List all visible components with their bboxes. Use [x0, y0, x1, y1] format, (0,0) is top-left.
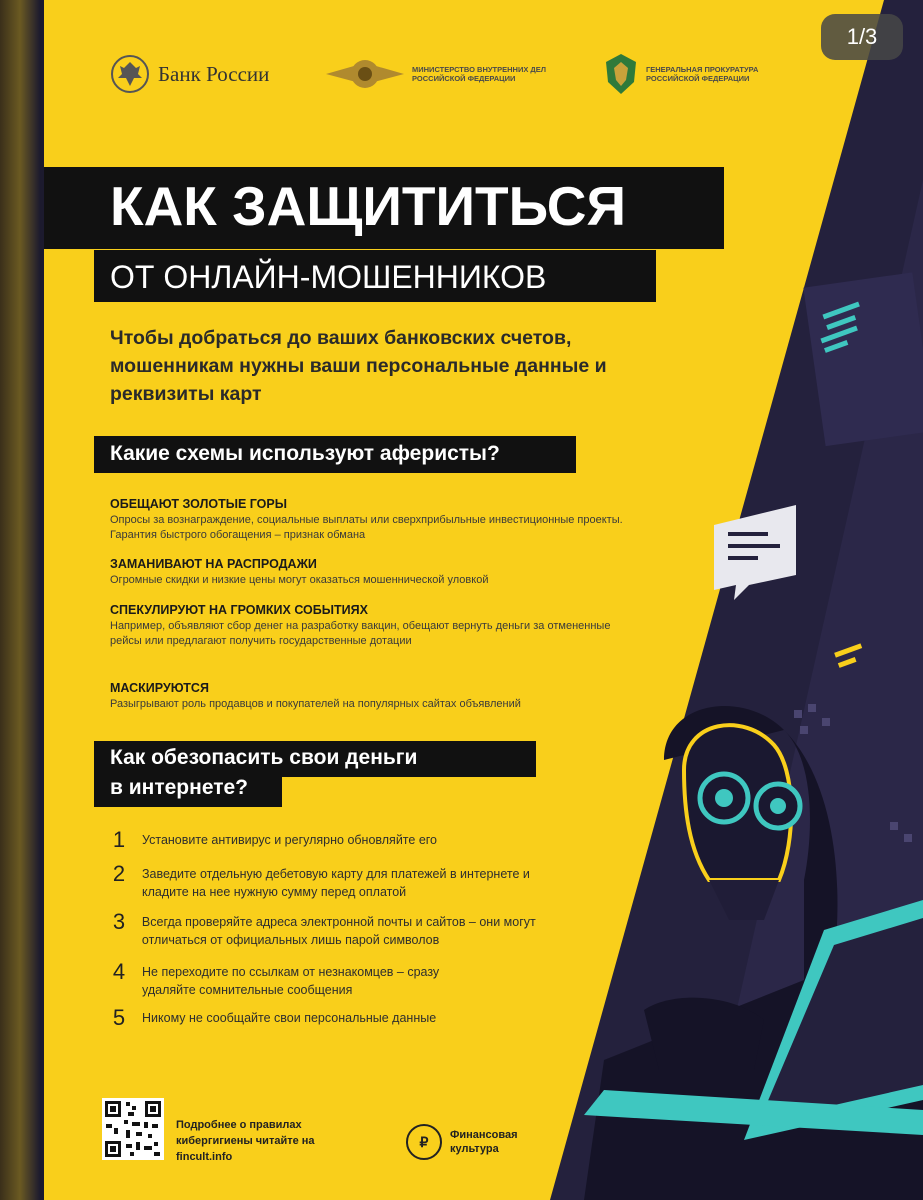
scheme-title: МАСКИРУЮТСЯ — [110, 681, 209, 695]
tip-number: 3 — [112, 909, 126, 934]
prosecutor-general-logo — [604, 52, 796, 96]
eagle-emblem-icon — [110, 54, 150, 94]
schemes-heading-block — [94, 436, 576, 473]
tip-number: 2 — [112, 861, 126, 886]
tips-heading-line-2: в интернете? — [110, 776, 249, 799]
tip-item — [110, 910, 580, 949]
tip-number: 4 — [112, 959, 126, 984]
scheme-text: Разыгрывают роль продавцов и покупателей на популярных сайтах объявлений — [110, 698, 521, 710]
financial-culture-label: Финансовая культура — [450, 1129, 518, 1155]
tip-item — [110, 1006, 580, 1030]
tip-text: Всегда проверяйте адреса электронной почты и сайтов – они могут отличаться от официальных лишь парой символов — [141, 915, 536, 947]
title-line-1-block — [44, 167, 724, 249]
tip-number: 5 — [112, 1005, 126, 1030]
title-line-2-block — [94, 250, 656, 302]
bank-name: Банк России — [158, 61, 270, 86]
mvd-logo — [326, 52, 572, 96]
tip-text: Заведите отдельную дебетовую карту для платежей в интернете и кладите на нее нужную сумму перед оплатой — [142, 867, 530, 899]
scheme-title: ОБЕЩАЮТ ЗОЛОТЫЕ ГОРЫ — [110, 497, 287, 511]
poster — [44, 0, 923, 1200]
prosecutor-emblem-icon — [604, 52, 638, 96]
scheme-title: СПЕКУЛИРУЮТ НА ГРОМКИХ СОБЫТИЯХ — [110, 603, 368, 617]
tip-item — [110, 828, 580, 852]
scheme-item — [110, 497, 630, 543]
tip-text: Никому не сообщайте свои персональные данные — [142, 1011, 437, 1025]
tip-item — [110, 960, 580, 999]
prosecutor-name: ГЕНЕРАЛЬНАЯ ПРОКУРАТУРА РОССИЙСКОЙ ФЕДЕРАЦИИ — [646, 65, 759, 83]
scheme-text: Например, объявляют сбор денег на разработку вакцин, обещают вернуть деньги за отмененные рейсы или предлагают получить государственные дотации — [110, 620, 611, 647]
qr-code[interactable] — [102, 1098, 164, 1160]
tip-item — [110, 862, 580, 901]
ruble-icon: ₽ — [406, 1124, 442, 1160]
schemes-heading: Какие схемы используют аферисты? — [110, 442, 500, 465]
mvd-name: МИНИСТЕРСТВО ВНУТРЕННИХ ДЕЛ РОССИЙСКОЙ ФЕДЕРАЦИИ — [412, 65, 547, 83]
scheme-item — [110, 681, 630, 712]
tip-number: 1 — [112, 827, 126, 852]
scheme-text: Опросы за вознаграждение, социальные выплаты или сверхприбыльные инвестиционные проекты. Гарантия быстрого обогащения – признак обмана — [110, 514, 623, 541]
tips-heading-line-1: Как обезопасить свои деньги — [110, 746, 418, 769]
scheme-text: Огромные скидки и низкие цены могут оказаться мошеннической уловкой — [110, 574, 489, 586]
scheme-item — [110, 603, 630, 649]
tip-text: Установите антивирус и регулярно обновляйте его — [142, 833, 438, 847]
mvd-emblem-icon — [326, 52, 404, 96]
lead-text: Чтобы добраться до ваших банковских счетов, мошенникам нужны ваши персональные данные и реквизиты карт — [110, 327, 607, 405]
page-counter-badge: 1/3 — [821, 14, 903, 60]
tips-heading-block-2 — [94, 771, 282, 807]
bank-of-russia-logo — [110, 54, 269, 94]
fincult-info-text: Подробнее о правилах кибергигиены читайте на fincult.info — [176, 1119, 315, 1163]
title-line-1: КАК ЗАЩИТИТЬСЯ — [110, 175, 627, 237]
title-line-2: ОТ ОНЛАЙН-МОШЕННИКОВ — [110, 259, 547, 295]
tip-text: Не переходите по ссылкам от незнакомцев – сразу удаляйте сомнительные сообщения — [142, 965, 440, 997]
scheme-item — [110, 557, 630, 588]
financial-culture-logo — [406, 1124, 530, 1160]
scheme-title: ЗАМАНИВАЮТ НА РАСПРОДАЖИ — [110, 557, 317, 571]
